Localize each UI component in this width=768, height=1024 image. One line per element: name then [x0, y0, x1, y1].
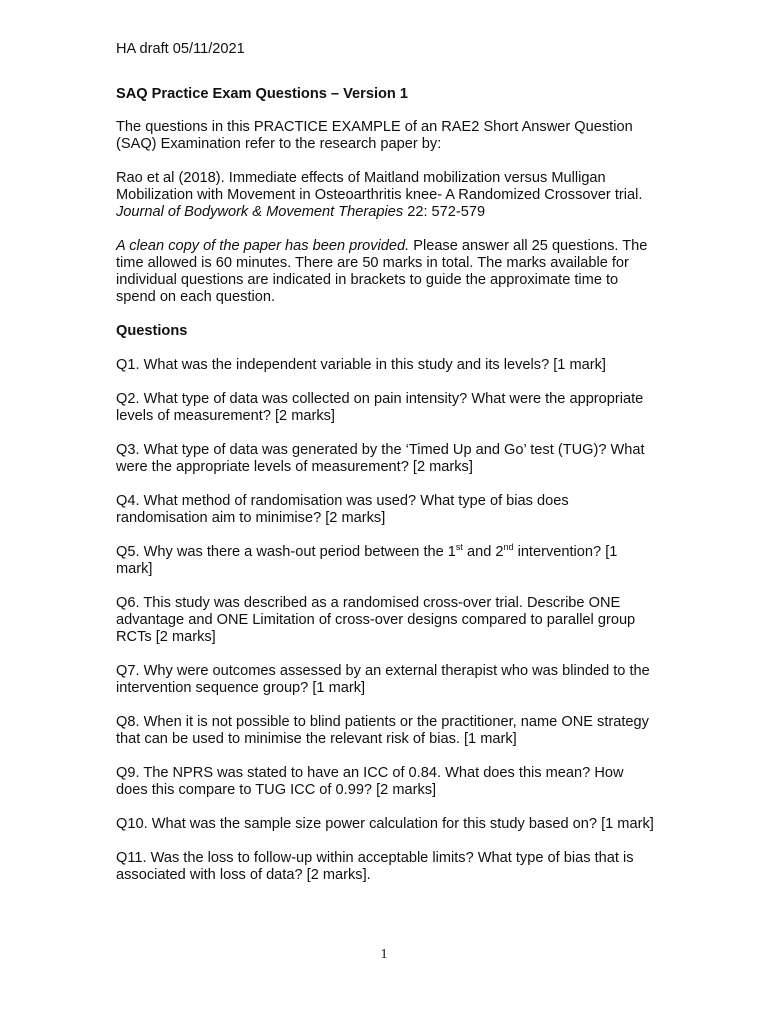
question-7: Q7. Why were outcomes assessed by an external therapist who was blinded to the intervention sequence group? [1 mark]	[116, 663, 650, 696]
document-page	[116, 41, 656, 901]
question-11: Q11. Was the loss to follow-up within acceptable limits? What type of bias that is associated with loss of data? [2 marks].	[116, 850, 634, 883]
question-8: Q8. When it is not possible to blind patients or the practitioner, name ONE strategy that can be used to minimise the relevant risk of bias. [1 mark]	[116, 714, 649, 747]
reference-citation: Rao et al (2018). Immediate effects of Maitland mobilization versus Mulligan Mobilization with Movement in Osteoarthritis knee- A Randomized Crossover trial.	[116, 170, 643, 203]
question-5-sup-2: nd	[503, 542, 514, 553]
questions-heading: Questions	[116, 323, 188, 339]
question-6: Q6. This study was described as a randomised cross-over trial. Describe ONE advantage and ONE Limitation of cross-over designs compared to parallel group RCTs [2 marks]	[116, 595, 636, 645]
question-10: Q10. What was the sample size power calculation for this study based on? [1 mark]	[116, 816, 654, 832]
question-5-part-1: Q5. Why was there a wash-out period between the 1	[116, 544, 456, 560]
reference-journal: Journal of Bodywork & Movement Therapies	[116, 204, 404, 220]
question-5	[116, 544, 656, 578]
question-5-sup-1: st	[455, 542, 463, 553]
instructions-italic-lead: A clean copy of the paper has been provided.	[116, 238, 410, 254]
intro-paragraph: The questions in this PRACTICE EXAMPLE of an RAE2 Short Answer Question (SAQ) Examination refer to the research paper by:	[116, 119, 633, 152]
reference-paragraph	[116, 170, 656, 221]
document-title: SAQ Practice Exam Questions – Version 1	[116, 86, 409, 102]
instructions-paragraph	[116, 238, 656, 306]
question-5-part-2: and 2	[462, 544, 504, 560]
question-9: Q9. The NPRS was stated to have an ICC of 0.84. What does this mean? How does this compare to TUG ICC of 0.99? [2 marks]	[116, 765, 624, 798]
question-4: Q4. What method of randomisation was used? What type of bias does randomisation aim to minimise? [2 marks]	[116, 493, 569, 526]
question-2: Q2. What type of data was collected on pain intensity? What were the appropriate levels of measurement? [2 marks]	[116, 391, 644, 424]
question-5-part-3: intervention? [1 mark]	[116, 544, 618, 577]
page-number: 1	[380, 947, 388, 962]
question-1: Q1. What was the independent variable in this study and its levels? [1 mark]	[116, 357, 606, 373]
instructions-text: Please answer all 25 questions. The time allowed is 60 minutes. There are 50 marks in total. The marks available for individual questions are indicated in brackets to guide the approximate time to spend on each question.	[116, 238, 648, 305]
draft-header: HA draft 05/11/2021	[116, 41, 245, 57]
reference-volume-pages: 22: 572-579	[403, 204, 486, 220]
question-3: Q3. What type of data was generated by the ‘Timed Up and Go’ test (TUG)? What were the appropriate levels of measurement? [2 marks]	[116, 442, 645, 475]
